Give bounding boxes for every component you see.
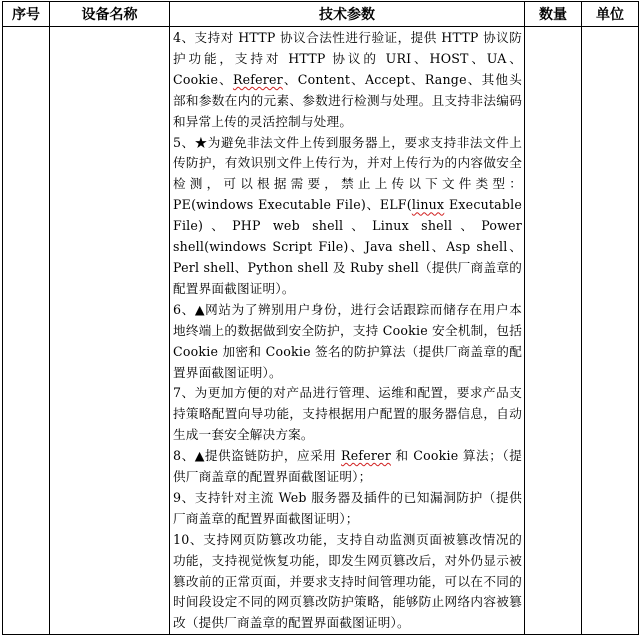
spellcheck-word: Referer [232,71,283,87]
header-seq: 序号 [3,2,50,27]
header-tech-params: 技术参数 [170,2,525,27]
param-item-8: 8、▲提供盗链防护，应采用 Referer 和 Cookie 算法；（提供厂商盖章的配置界面截图证明）； [173,448,522,485]
param-item-7: 7、为更加方便的对产品进行管理、运维和配置，要求产品支持策略配置向导功能，支持根据用户配置的服务器信息，自动生成一套安全解决方案。 [173,385,522,443]
header-unit: 单位 [582,2,639,27]
cell-device-name [50,27,170,635]
param-item-4: 4、支持对 HTTP 协议合法性进行验证，提供 HTTP 协议防护功能，支持对 HTTP 协议的 URI、HOST、UA、Cookie、Referer、Content、Accept、Range、其他头部和参数在内的元素、参数进行检测与处理。且支持非法编码和异常上传的灵活控制与处理。 [173,30,522,129]
spec-table [2,1,639,635]
header-quantity: 数量 [525,2,582,27]
table-row [3,27,639,635]
spellcheck-word: Referer [341,448,391,464]
header-row [3,2,639,27]
cell-unit [582,27,639,635]
param-item-10: 10、支持网页防篡改功能，支持自动监测页面被篡改情况的功能，支持视觉恢复功能，即发生网页篡改后，对外仍显示被篡改前的正常页面，并要求支持时间管理功能，可以在不同的时间段设定不同的网页篡改防护策略，能够防止网络内容被篡改（提供厂商盖章的配置界面截图证明）。 [173,531,522,631]
param-item-6: 6、▲网站为了辨别用户身份，进行会话跟踪而储存在用户本地终端上的数据做到安全防护，支持 Cookie 安全机制，包括 Cookie 加密和 Cookie 签名的防护算法（提供厂商盖章的配置界面截图证明）。 [173,301,522,380]
cell-seq [3,27,50,635]
cell-quantity [525,27,582,635]
cell-tech-params [170,27,525,635]
param-item-9: 9、支持针对主流 Web 服务器及插件的已知漏洞防护（提供厂商盖章的配置界面截图证明）； [173,489,522,526]
spellcheck-word: linux [411,197,445,213]
header-device-name: 设备名称 [50,2,170,27]
param-item-5: 5、★为避免非法文件上传到服务器上，要求支持非法文件上传防护，有效识别文件上传行为，并对上传行为的内容做安全检测，可以根据需要，禁止上传以下文件类型：PE(windows Executable File)、ELF(linux Executable File)、PHP web shell、Linux shell、Power shell(windows Script File)、Java shell、Asp shell、Perl shell、Python shell 及 Ruby shell（提供厂商盖章的配置界面截图证明）。 [173,134,522,296]
